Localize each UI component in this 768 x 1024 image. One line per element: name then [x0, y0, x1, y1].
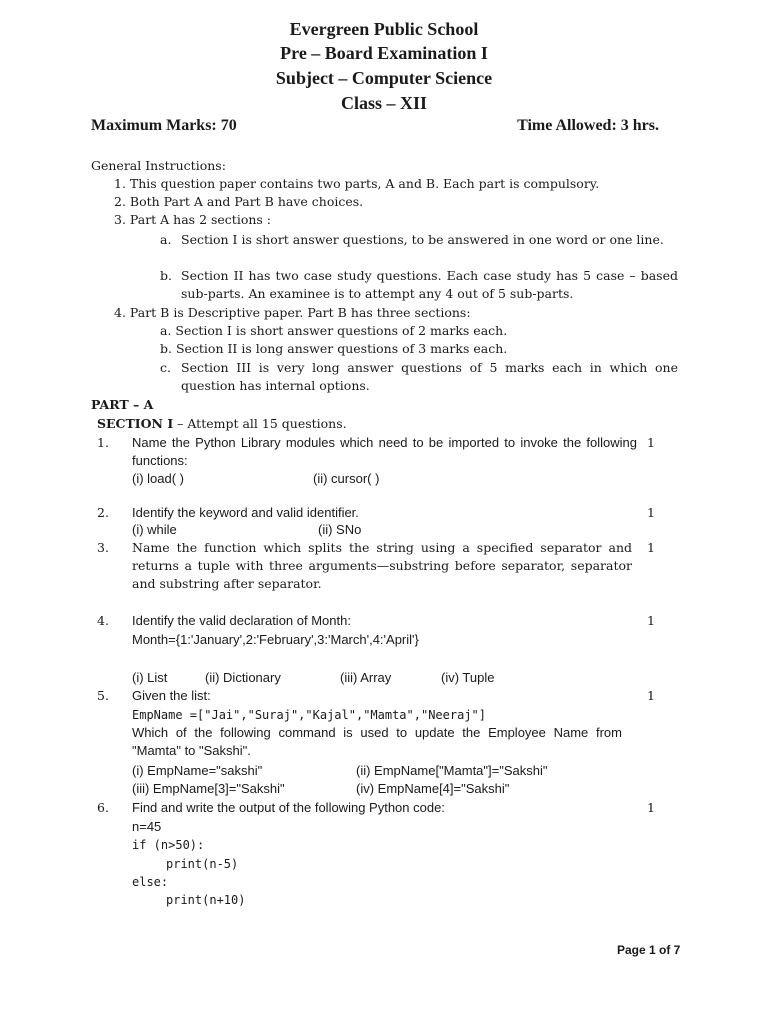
- question-1-text: Name the Python Library modules which need to be imported to invoke the following functions:: [132, 435, 637, 468]
- school-name: Evergreen Public School: [289, 19, 479, 39]
- question-4-option-2: (ii) Dictionary: [205, 670, 281, 685]
- question-1-number: 1.: [97, 435, 109, 450]
- question-4-text: Identify the valid declaration of Month:: [132, 613, 351, 628]
- subject-title: Subject – Computer Science: [275, 68, 493, 88]
- time-allowed: Time Allowed: 3 hrs.: [517, 117, 659, 134]
- instruction-2: 2. Both Part A and Part B have choices.: [114, 194, 364, 209]
- question-2-number: 2.: [97, 505, 109, 520]
- instruction-4b: b. Section II is long answer questions of 3 marks each.: [160, 341, 508, 356]
- max-marks: Maximum Marks: 70: [91, 117, 237, 134]
- question-6-code-line-4: else:: [132, 875, 169, 889]
- instruction-4c-marker: c.: [160, 360, 171, 375]
- question-2-option-2: (ii) SNo: [318, 522, 362, 537]
- question-5-option-2: (ii) EmpName["Mamta"]="Sakshi": [356, 763, 548, 778]
- question-4-option-1: (i) List: [132, 670, 168, 685]
- part-a-title: PART – A: [91, 397, 154, 412]
- question-6-code-line-5: print(n+10): [166, 893, 246, 907]
- question-3-text: Name the function which splits the string using a specified separator and returns a tuple with three arguments—substring before separator, separator and substring after separator.: [132, 540, 632, 591]
- instruction-3: 3. Part A has 2 sections :: [114, 212, 272, 227]
- instruction-3b: Section II has two case study questions. Each case study has 5 case – based sub-parts. An examinee is to attempt any 4 out of 5 sub-parts.: [181, 268, 678, 301]
- marks-line: [91, 117, 659, 135]
- question-5-option-3: (iii) EmpName[3]="Sakshi": [132, 781, 285, 796]
- question-5-option-1: (i) EmpName="sakshi": [132, 763, 263, 778]
- instruction-3b-marker: b.: [160, 268, 172, 283]
- question-4-option-4: (iv) Tuple: [441, 670, 495, 685]
- instruction-1: 1. This question paper contains two parts, A and B. Each part is compulsory.: [114, 176, 600, 191]
- question-5-text: Given the list:: [132, 688, 211, 703]
- section-1-instruction: – Attempt all 15 questions.: [173, 416, 347, 431]
- instruction-3a: Section I is short answer questions, to be answered in one word or one line.: [181, 232, 664, 247]
- question-4-code: Month={1:'January',2:'February',3:'March',4:'April'}: [132, 632, 419, 647]
- instruction-4c: Section III is very long answer questions of 5 marks each in which one question has internal options.: [181, 360, 678, 393]
- question-3-number: 3.: [97, 540, 109, 555]
- question-5-text-2: Which of the following command is used to update the Employee Name from "Mamta" to "Sakshi".: [132, 725, 622, 758]
- question-6-code-line-3: print(n-5): [166, 857, 239, 871]
- question-6-number: 6.: [97, 800, 109, 815]
- question-4-number: 4.: [97, 613, 109, 628]
- question-2-text: Identify the keyword and valid identifier.: [132, 505, 359, 520]
- instructions-title: General Instructions:: [91, 158, 226, 173]
- question-5-code: EmpName =["Jai","Suraj","Kajal","Mamta","Neeraj"]: [132, 708, 487, 722]
- question-6-code-line-2: if (n>50):: [132, 838, 205, 852]
- class-title: Class – XII: [340, 93, 428, 113]
- question-3-marks: 1: [647, 540, 655, 555]
- exam-title: Pre – Board Examination I: [280, 43, 488, 63]
- instruction-4a: a. Section I is short answer questions of 2 marks each.: [160, 323, 508, 338]
- question-2-marks: 1: [647, 505, 655, 520]
- section-1-label: SECTION I: [97, 416, 174, 431]
- page-number: Page 1 of 7: [617, 943, 681, 957]
- question-5-option-4: (iv) EmpName[4]="Sakshi": [356, 781, 510, 796]
- question-5-marks: 1: [647, 688, 655, 703]
- instruction-4: 4. Part B is Descriptive paper. Part B has three sections:: [114, 305, 471, 320]
- question-1-option-2: (ii) cursor( ): [313, 471, 380, 486]
- question-1-option-1: (i) load( ): [132, 471, 185, 486]
- question-6-code-line-1: n=45: [132, 819, 162, 834]
- question-4-marks: 1: [647, 613, 655, 628]
- question-4-option-3: (iii) Array: [340, 670, 392, 685]
- question-1-marks: 1: [647, 435, 655, 450]
- question-2-option-1: (i) while: [132, 522, 177, 537]
- section-1-heading: [97, 415, 347, 433]
- question-5-number: 5.: [97, 688, 109, 703]
- question-6-marks: 1: [647, 800, 655, 815]
- instruction-3a-marker: a.: [160, 232, 172, 247]
- question-6-text: Find and write the output of the following Python code:: [132, 800, 445, 815]
